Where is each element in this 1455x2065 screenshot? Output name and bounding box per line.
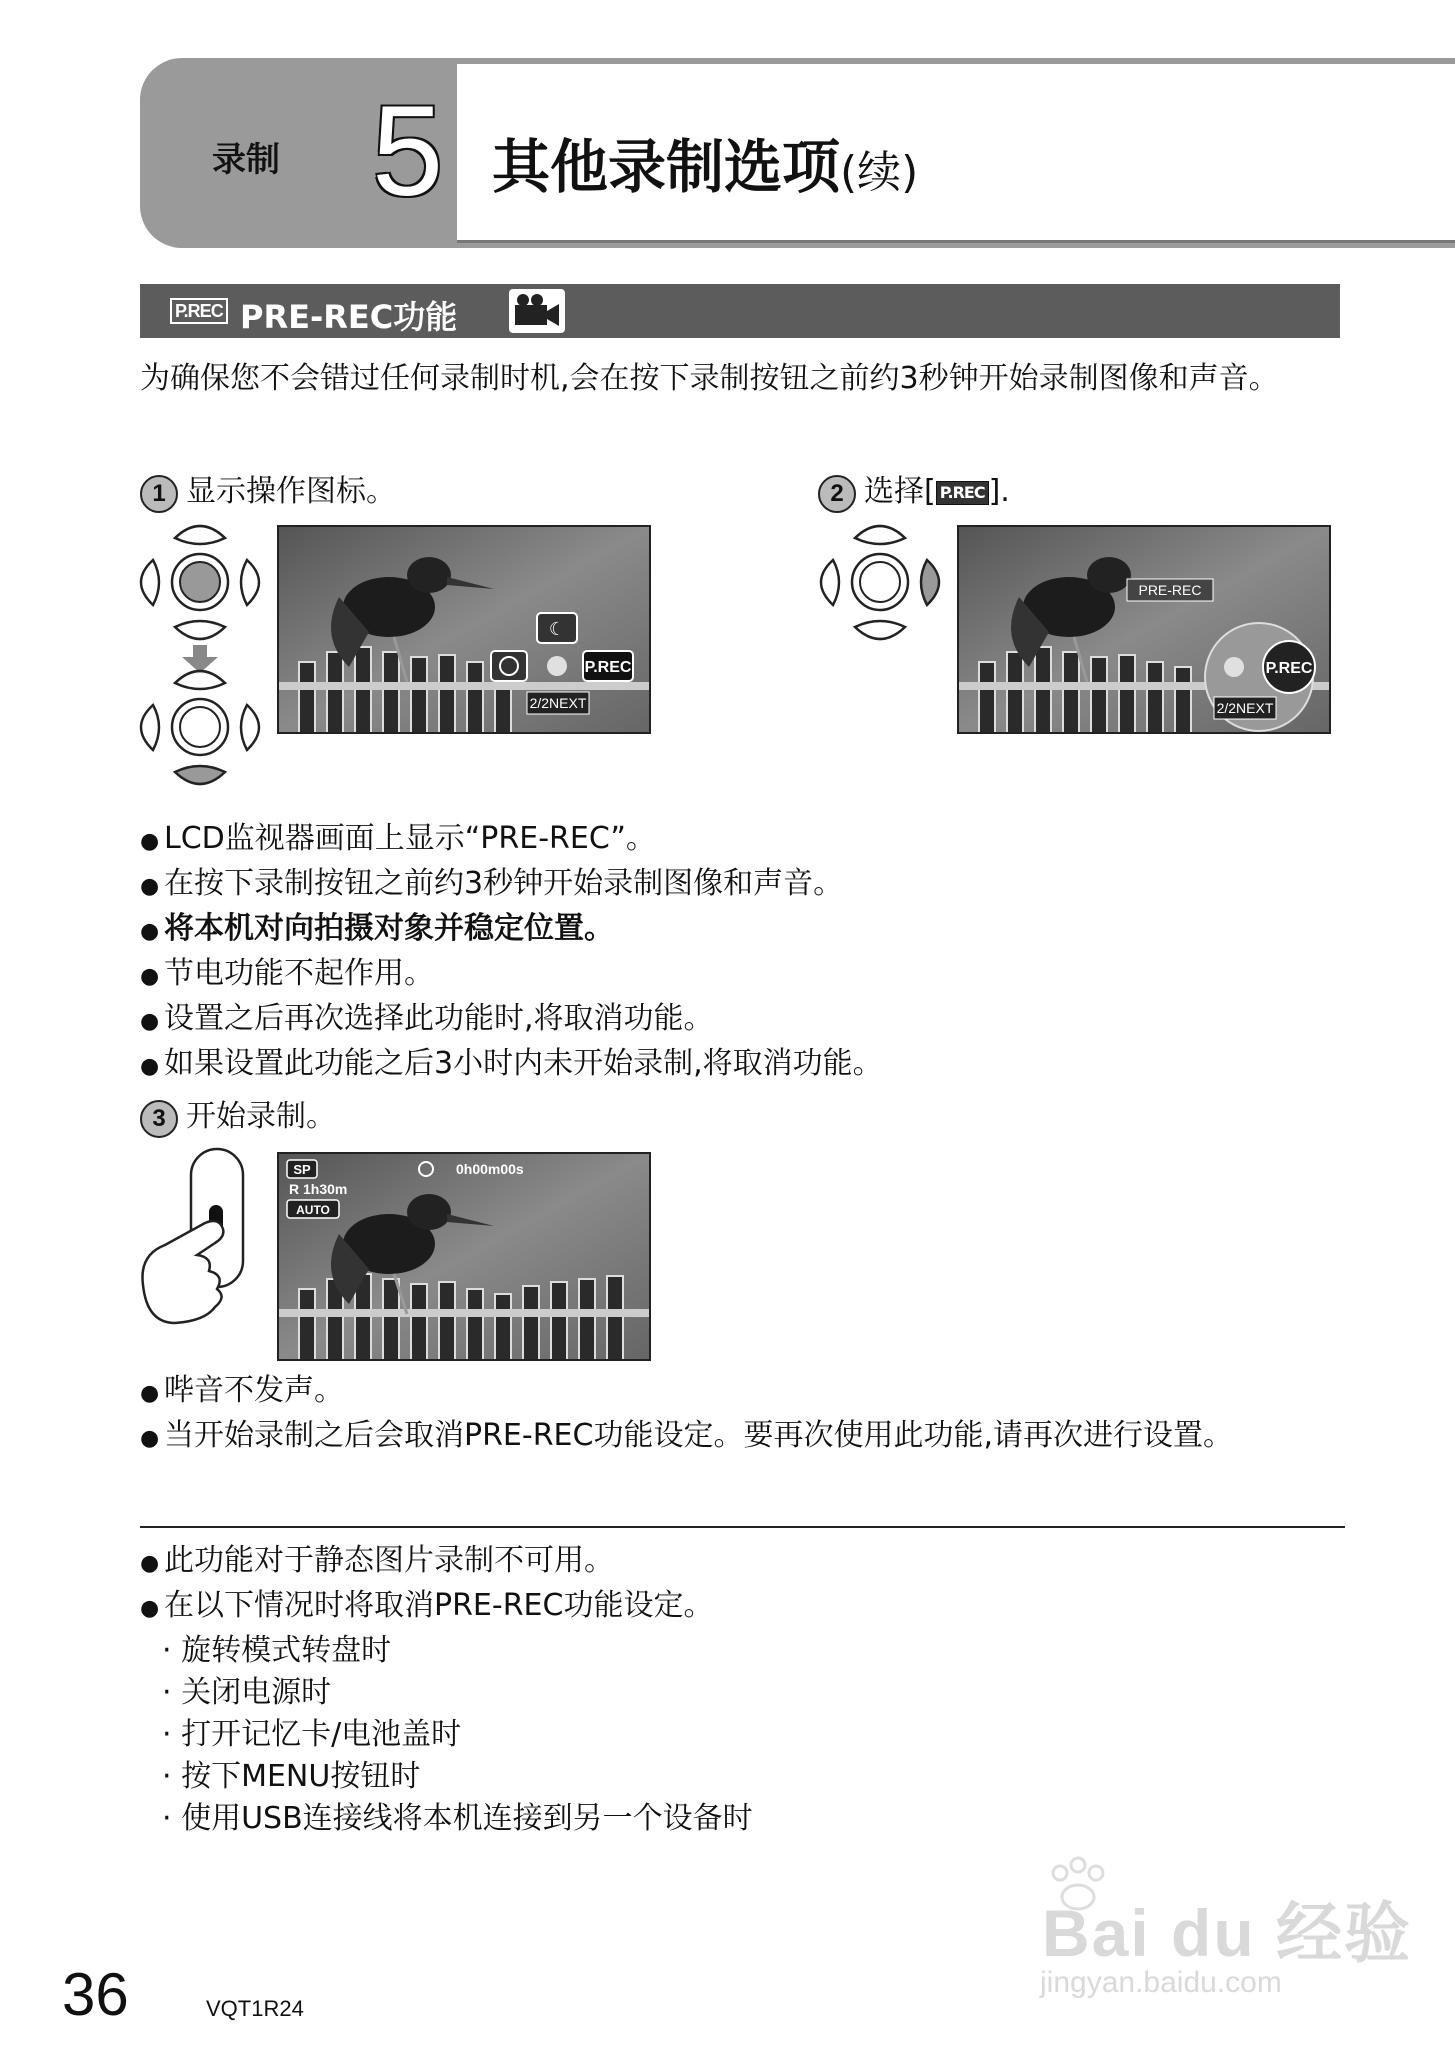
list-item: · 关闭电源时: [162, 1672, 1340, 1714]
watermark-brand: Bai du 经验: [1042, 1896, 1413, 1970]
notes-divider: [140, 1526, 1345, 1528]
step-2: [818, 472, 1010, 513]
recording-notes-list: [140, 1370, 1340, 1460]
prerec-icon: P.REC: [936, 481, 989, 505]
chapter-number: 5: [372, 80, 444, 223]
section-title: PRE-REC功能: [240, 298, 458, 336]
bird-photo: [959, 527, 1329, 732]
chapter-section-label: 录制: [212, 140, 280, 180]
prerec-selected-icon: P.REC: [1265, 660, 1313, 677]
step-number: 1: [140, 475, 178, 513]
movie-camera-icon: [509, 289, 565, 333]
list-item: ● LCD监视器画面上显示“PRE-REC”。: [140, 818, 1340, 863]
lcd-screen-recording: [277, 1152, 651, 1361]
joystick-down-pressed-icon: [135, 665, 265, 799]
list-item: · 使用USB连接线将本机连接到另一个设备时: [162, 1798, 1340, 1840]
next-page-label: 2/2NEXT: [1216, 700, 1274, 716]
list-item: ● 在以下情况时将取消PRE-REC功能设定。: [140, 1585, 1340, 1630]
auto-mode-badge: AUTO: [296, 1203, 330, 1217]
header-underline: [457, 240, 1455, 243]
step-text: 选择[: [864, 474, 936, 509]
joystick-center-pressed-icon: [135, 520, 265, 649]
page-title: [492, 120, 918, 204]
intro-text: 为确保您不会错过任何录制时机,会在按下录制按钮之前约3秒钟开始录制图像和声音。: [140, 361, 1279, 396]
list-item: ● 将本机对向拍摄对象并稳定位置。: [140, 908, 1340, 953]
hand-pressing-record-button-icon: [135, 1145, 265, 1339]
list-item: · 旋转模式转盘时: [162, 1630, 1340, 1672]
general-notes: [140, 1540, 1340, 1840]
list-item: ● 在按下录制按钮之前约3秒钟开始录制图像和声音。: [140, 863, 1340, 908]
page-title-suffix: (续): [840, 147, 919, 198]
step-number: 2: [818, 475, 856, 513]
watermark-url: jingyan.baidu.com: [1040, 1966, 1282, 1999]
recording-timecode: 0h00m00s: [456, 1161, 524, 1177]
page-number: 36: [62, 1961, 129, 2028]
prerec-overlay-icon: P.REC: [584, 659, 632, 676]
bird-photo: [279, 1154, 649, 1359]
step-text: 显示操作图标。: [186, 474, 396, 509]
step-text: 开始录制。: [186, 1099, 336, 1134]
list-item: ● 如果设置此功能之后3小时内未开始录制,将取消功能。: [140, 1043, 1340, 1088]
page-title-main: 其他录制选项: [492, 133, 841, 201]
step-notes-list: [140, 818, 1340, 1088]
quality-sp-badge: SP: [293, 1162, 311, 1177]
svg-text:☾: ☾: [548, 619, 566, 640]
lcd-screen-step2: [957, 525, 1331, 734]
remaining-time: R 1h30m: [289, 1181, 348, 1197]
joystick-right-pressed-icon: [815, 520, 945, 649]
step-number: 3: [140, 1100, 178, 1138]
bird-photo: [279, 527, 649, 732]
list-item: · 按下MENU按钮时: [162, 1756, 1340, 1798]
next-page-label: 2/2NEXT: [529, 695, 587, 711]
list-item: ● 哔音不发声。: [140, 1370, 1340, 1415]
lcd-screen-step1: [277, 525, 651, 734]
list-item: ● 设置之后再次选择此功能时,将取消功能。: [140, 998, 1340, 1043]
step-text-end: ].: [988, 474, 1010, 509]
document-code: VQT1R24: [206, 1996, 304, 2021]
step-1: [140, 472, 396, 513]
list-item: ● 节电功能不起作用。: [140, 953, 1340, 998]
prerec-indicator: PRE-REC: [1138, 582, 1202, 598]
step-3: [140, 1097, 336, 1138]
list-item: · 打开记忆卡/电池盖时: [162, 1714, 1340, 1756]
list-item: ● 此功能对于静态图片录制不可用。: [140, 1540, 1340, 1585]
prerec-badge-icon: P.REC: [170, 298, 228, 324]
list-item: ● 当开始录制之后会取消PRE-REC功能设定。要再次使用此功能,请再次进行设置。: [140, 1415, 1340, 1460]
